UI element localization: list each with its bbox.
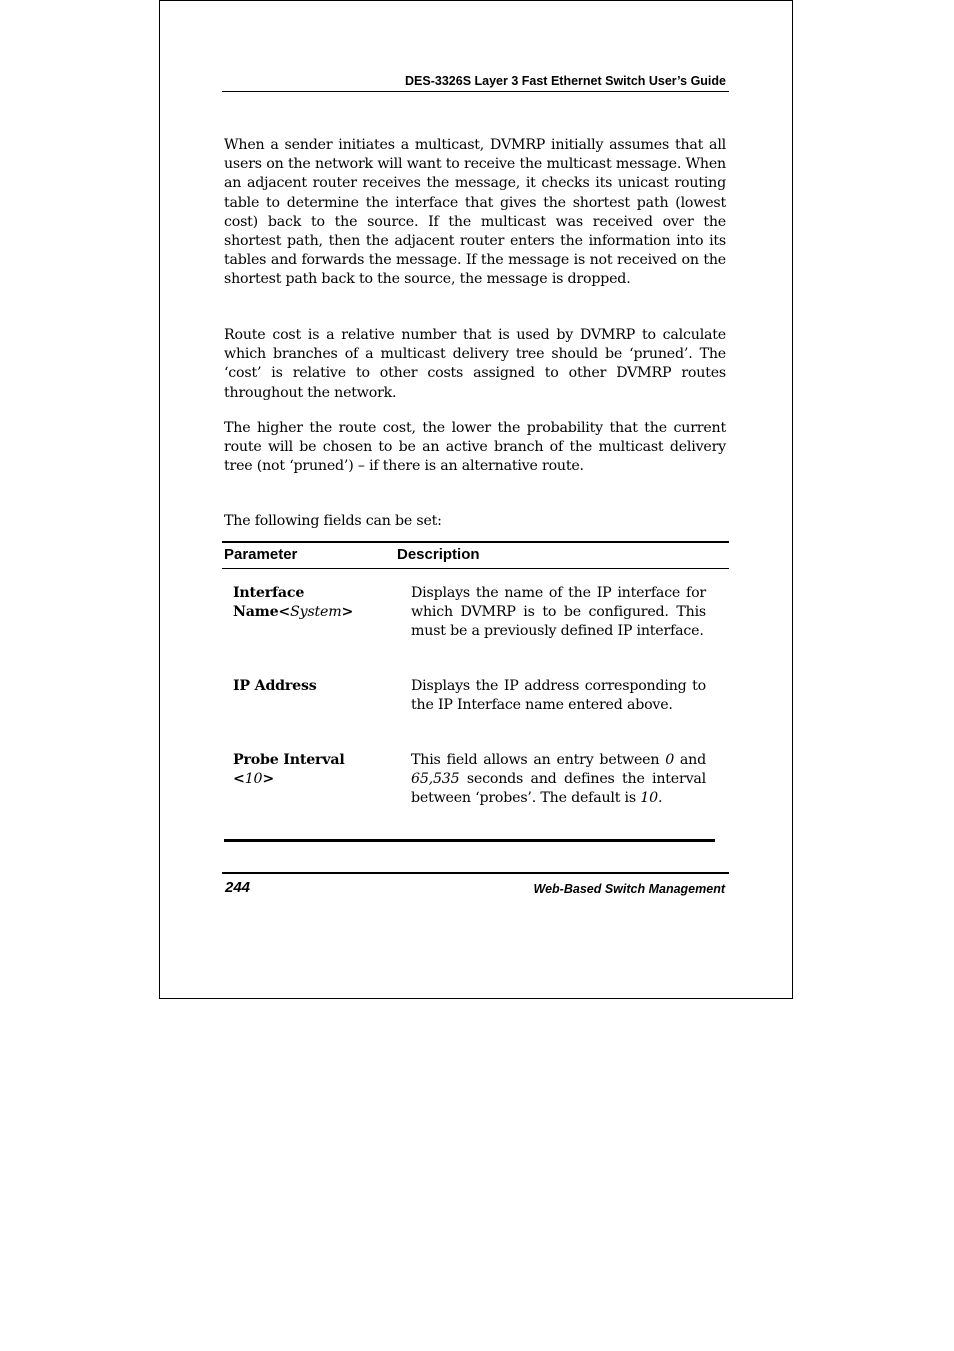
param-name-line1: Interface (233, 585, 305, 601)
running-header: DES-3326S Layer 3 Fast Ethernet Switch User’s Guide (405, 74, 726, 88)
desc-interface-name: Displays the name of the IP interface for which DVMRP is to be configured. This must be a previously defined IP interface. (411, 585, 706, 640)
param-probe-interval (233, 751, 393, 789)
table-header-rule (222, 568, 729, 569)
desc-default-value: 10 (640, 790, 658, 807)
desc-ip-address: Displays the IP address corresponding to the IP Interface name entered above. (411, 678, 706, 714)
param-default-value: System (290, 604, 342, 621)
param-interface-name (233, 584, 393, 622)
param-name-close: > (262, 771, 275, 788)
paragraph-route-cost: Route cost is a relative number that is used by DVMRP to calculate which branches of a multicast delivery tree should be ‘pruned’. The ‘cost’ is relative to other costs assigned to other DVMRP routes throughout the network. (224, 327, 726, 401)
desc-text: This field allows an entry between (411, 752, 666, 768)
table-header-description: Description (397, 546, 480, 563)
param-name-line2: Name (233, 604, 279, 621)
param-name-line1: Probe Interval (233, 752, 345, 768)
table-header-parameter: Parameter (224, 546, 298, 563)
header-rule (222, 91, 729, 92)
page-number: 244 (225, 879, 251, 896)
param-name-open: < (233, 771, 245, 788)
table-top-rule (222, 541, 729, 543)
desc-text: seconds and defines the interval between ‘probes’. The default is (411, 771, 706, 807)
paragraph-dvmrp-multicast: When a sender initiates a multicast, DVMRP initially assumes that all users on the network will want to receive the multicast message. When an adjacent router receives the message, it checks its unicast routing table to determine the interface that gives the shortest path (lowest cost) back to the source. If the multicast was received over the shortest path, then the adjacent router enters the information into its tables and forwards the message. If the message is not received on the shortest path back to the source, the message is dropped. (224, 137, 726, 288)
desc-probe-interval (411, 751, 706, 809)
param-name-close: > (341, 604, 354, 621)
param-name-open: < (278, 604, 291, 621)
table-bottom-rule (224, 839, 715, 842)
param-default-value: 10 (244, 771, 263, 788)
desc-min-value: 0 (665, 752, 675, 768)
desc-max-value: 65,535 (411, 771, 460, 788)
desc-text: . (657, 790, 663, 807)
paragraph-fields-intro: The following fields can be set: (224, 513, 442, 529)
param-ip-address (233, 677, 393, 696)
paragraph-higher-route-cost: The higher the route cost, the lower the probability that the current route will be chosen to be an active branch of the multicast delivery tree (not ‘pruned’) – if there is an alternative route. (224, 420, 726, 475)
desc-text: and (674, 752, 706, 768)
running-footer: Web-Based Switch Management (533, 882, 725, 896)
footer-rule (222, 872, 729, 874)
param-name-line1: IP Address (233, 678, 317, 694)
